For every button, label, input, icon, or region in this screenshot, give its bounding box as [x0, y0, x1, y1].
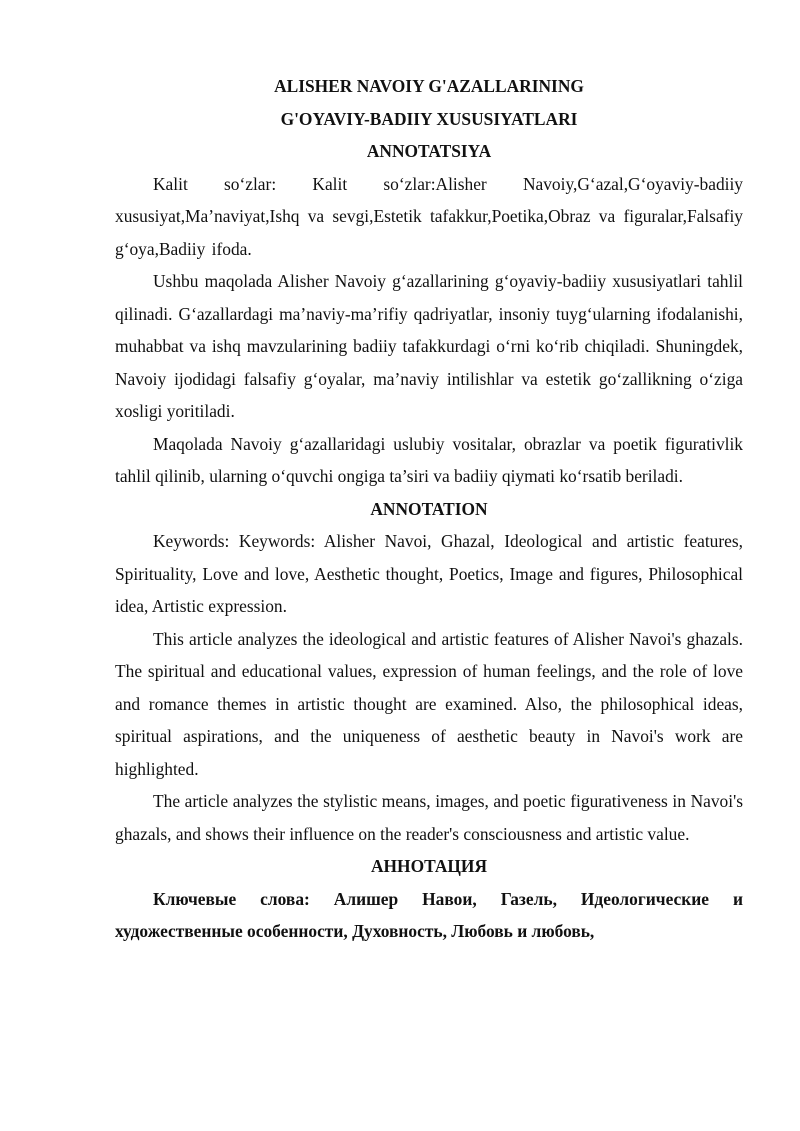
russian-keywords: Ключевые слова: Алишер Навои, Газель, Идеологические и художественные особенности, Духовность, Любовь и любовь,: [115, 888, 743, 941]
document-page: [115, 70, 743, 948]
english-annotation-heading: ANNOTATION: [370, 498, 488, 519]
english-paragraph-1: This article analyzes the ideological and artistic features of Alisher Navoi's ghazals. The spiritual and educational values, expression of human feelings, and the role of love and romance themes in artistic thought are examined. Also, the philosophical ideas, spiritual aspirations, and the uniqueness of aesthetic beauty in Navoi's work are highlighted.: [115, 628, 743, 779]
uzbek-paragraph-1: Ushbu maqolada Alisher Navoiy g‘azallarining g‘oyaviy-badiiy xususiyatlari tahlil qilinadi. G‘azallardagi ma’naviy-ma’rifiy qadriyatlar, insoniy tuyg‘ularning ifodalanishi, muhabbat va ishq mavzularining badiiy tafakkurdagi o‘rni ko‘rib chiqiladi. Shuningdek, Navoiy ijodidagi falsafiy g‘oyalar, ma’naviy intilishlar va estetik go‘zallikning o‘ziga xosligi yoritiladi.: [115, 271, 743, 421]
title-line-2: G'OYAVIY-BADIIY XUSUSIYATLARI: [280, 108, 578, 129]
title-line-1: ALISHER NAVOIY G'AZALLARINING: [274, 76, 584, 96]
english-paragraph-2: The article analyzes the stylistic means, images, and poetic figurativeness in Navoi's ghazals, and shows their influence on the reader's consciousness and artistic value.: [115, 791, 743, 844]
english-annotation-section: [115, 493, 743, 851]
uzbek-annotation-section: [115, 135, 743, 493]
uzbek-annotation-heading: ANNOTATSIYA: [366, 141, 492, 161]
english-keywords: Keywords: Keywords: Alisher Navoi, Ghazal, Ideological and artistic features, Spirituality, Love and love, Aesthetic thought, Poetics, Image and figures, Philosophical idea, Artistic expression.: [115, 531, 743, 616]
uzbek-paragraph-2: Maqolada Navoiy g‘azallaridagi uslubiy vositalar, obrazlar va poetik figurativlik tahlil qilinib, ularning o‘quvchi ongiga ta’siri va badiiy qiymati ko‘rsatib beriladi.: [115, 433, 743, 486]
russian-annotation-section: [115, 850, 743, 948]
uzbek-keywords: Kalit so‘zlar: Kalit so‘zlar:Alisher Navoiy,G‘azal,G‘oyaviy-badiiy xususiyat,Ma’naviyat,Ishq va sevgi,Estetik tafakkur,Poetika,Obraz va figuralar,Falsafiy g‘oya,Badiiy ifoda.: [115, 173, 743, 259]
russian-annotation-heading: АННОТАЦИЯ: [370, 856, 488, 876]
